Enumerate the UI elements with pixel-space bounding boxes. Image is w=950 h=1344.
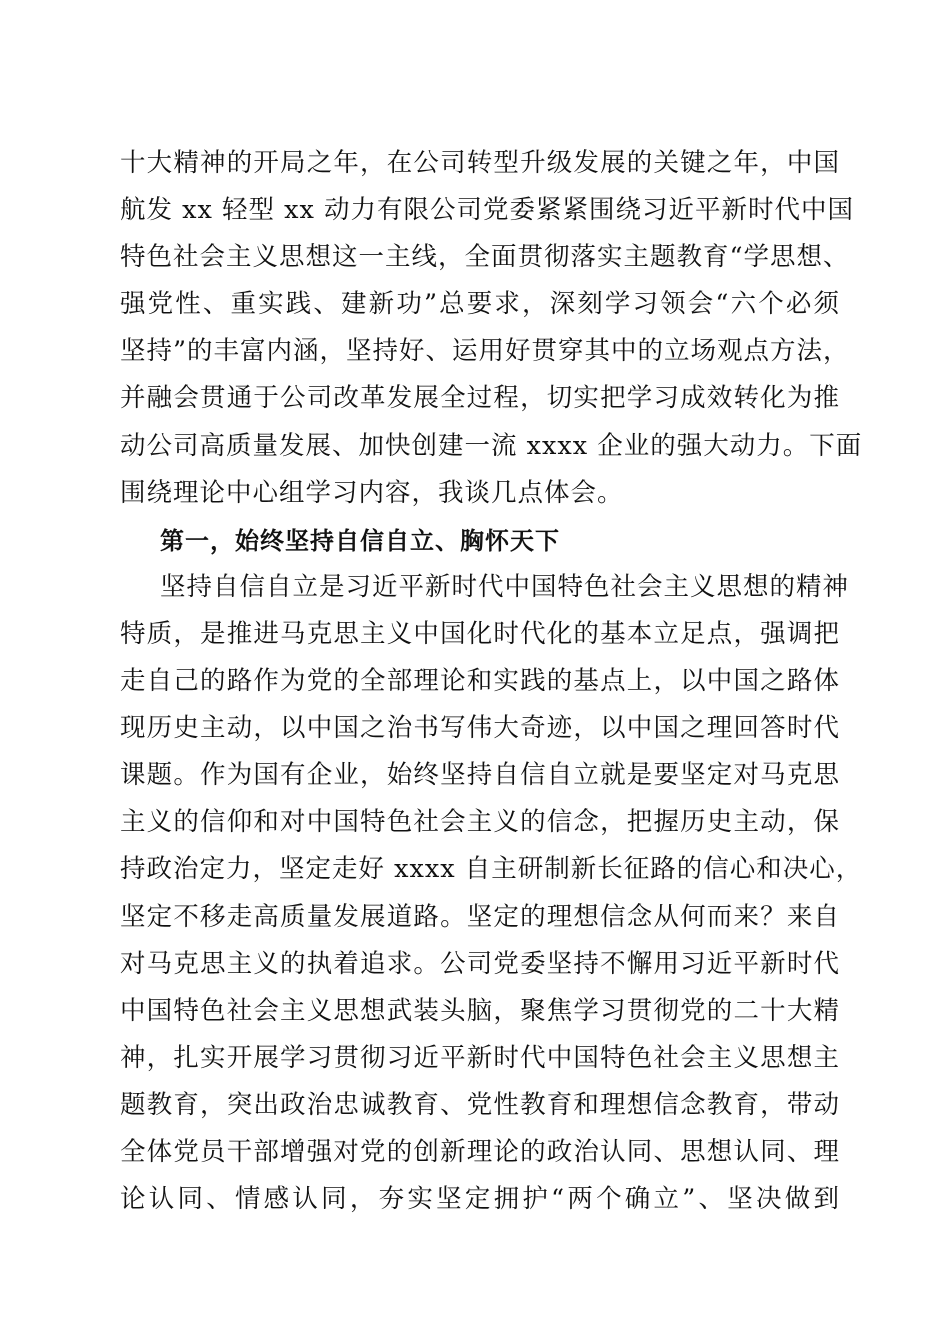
section-heading: 第一，始终坚持自信自立、胸怀天下 — [160, 525, 560, 555]
paragraph-line: 神，扎实开展学习贯彻习近平新时代中国特色社会主义思想主 — [120, 1042, 840, 1073]
paragraph-line: 对马克思主义的执着追求。公司党委坚持不懈用习近平新时代 — [120, 948, 840, 979]
paragraph-line: 主义的信仰和对中国特色社会主义的信念，把握历史主动，保 — [120, 807, 840, 838]
paragraph-line: 现历史主动，以中国之治书写伟大奇迹，以中国之理回答时代 — [120, 713, 840, 744]
paragraph-line: 坚定不移走高质量发展道路。坚定的理想信念从何而来？来自 — [120, 901, 840, 932]
document-body — [120, 140, 863, 1223]
paragraph-line: 坚持自信自立是习近平新时代中国特色社会主义思想的精神 — [160, 571, 850, 602]
paragraph-line: 航发 xx 轻型 xx 动力有限公司党委紧紧围绕习近平新时代中国 — [120, 195, 854, 226]
paragraph-line: 特质，是推进马克思主义中国化时代化的基本立足点，强调把 — [120, 618, 840, 649]
paragraph-line: 中国特色社会主义思想武装头脑，聚焦学习贯彻党的二十大精 — [120, 995, 840, 1026]
paragraph-line: 坚持”的丰富内涵，坚持好、运用好贯穿其中的立场观点方法， — [120, 336, 850, 367]
paragraph-line: 走自己的路作为党的全部理论和实践的基点上，以中国之路体 — [120, 666, 840, 697]
paragraph-line: 特色社会主义思想这一主线，全面贯彻落实主题教育“学思想、 — [120, 242, 850, 273]
paragraph-line: 持政治定力，坚定走好 xxxx 自主研制新长征路的信心和决心， — [120, 854, 863, 885]
paragraph-line: 强党性、重实践、建新功”总要求，深刻学习领会“六个必须 — [120, 289, 840, 320]
paragraph-line: 课题。作为国有企业，始终坚持自信自立就是要坚定对马克思 — [120, 760, 840, 791]
paragraph-line: 题教育，突出政治忠诚教育、党性教育和理想信念教育，带动 — [120, 1089, 840, 1120]
paragraph-line: 全体党员干部增强对党的创新理论的政治认同、思想认同、理 — [120, 1136, 840, 1167]
paragraph-line: 动公司高质量发展、加快创建一流 xxxx 企业的强大动力。下面 — [120, 430, 863, 461]
paragraph-line: 并融会贯通于公司改革发展全过程，切实把学习成效转化为推 — [120, 383, 840, 414]
paragraph-line: 论认同、情感认同，夯实坚定拥护“两个确立”、坚决做到 — [120, 1184, 840, 1215]
paragraph-line: 十大精神的开局之年，在公司转型升级发展的关键之年，中国 — [120, 148, 840, 178]
paragraph-line: 围绕理论中心组学习内容，我谈几点体会。 — [120, 477, 624, 508]
